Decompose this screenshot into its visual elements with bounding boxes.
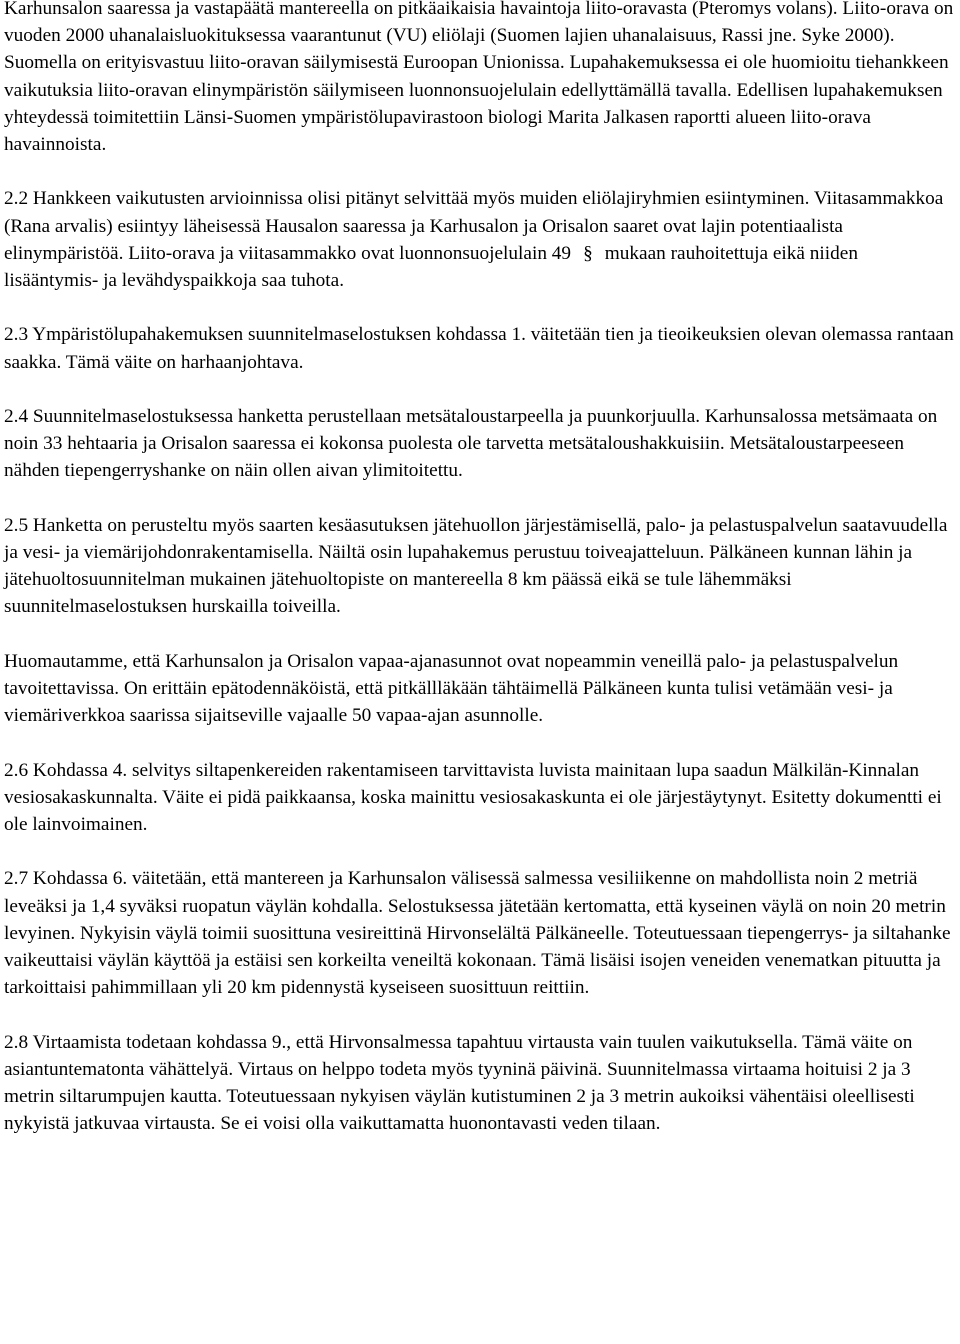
paragraph-huomautamme: Huomautamme, että Karhunsalon ja Orisalon vapaa-ajanasunnot ovat nopeammin veneillä palo- ja pelastuspalvelun tavoitettavissa. On erittäin epätodennäköistä, että pitkällläkään tähtäimellä Pälkäneen kunta tulisi vetämään vesi- ja viemäriverkkoa saarissa sijaitseville vajaalle 50 vapaa-ajan asunnolle. — [4, 650, 899, 727]
paragraph-section-2-5: 2.5 Hanketta on perusteltu myös saarten kesäasutuksen jätehuollon järjestämisellä, palo- ja pelastuspalvelun saatavuudella ja vesi- ja viemärijohdonrakentamisella. Näiltä osin lupahakemus perustuu toiveajatteluun. Pälkäneen kunnan lähin ja jätehuoltosuunnitelman mukainen jätehuoltopiste on mantereella 8 km päässä eikä se tule lähemmäksi suunnitelmaselostuksen hurskailla toiveilla. — [4, 514, 948, 618]
paragraph-section-2-2-text-before: 2.2 Hankkeen vaikutusten arvioinnissa olisi pitänyt selvittää myös muiden eliölajiryhmien esiintyminen. Viitasammakkoa (Rana arvalis) esiintyy läheisessä Hausalon saaressa ja Karhusalon ja Orisalon saaret ovat lajin potentiaalista elinympäristöä. Liito-orava ja viitasammakko ovat luonnonsuojelulain 49 — [4, 188, 944, 264]
paragraph-section-2-4: 2.4 Suunnitelmaselostuksessa hanketta perustellaan metsätaloustarpeella ja puunkorjuulla. Karhunsalossa metsämaata on noin 33 hehtaaria ja Orisalon saaressa ei kokonsa puolesta ole tarvetta metsätaloushakkuisiin. Metsätaloustarpeeseen nähden tiepengerryshanke on näin ollen aivan ylimitoitettu. — [4, 406, 938, 482]
paragraph-section-2-8: 2.8 Virtaamista todetaan kohdassa 9., että Hirvonsalmessa tapahtuu virtausta vain tuulen vaikutuksella. Tämä väite on asiantuntematonta vähättelyä. Virtaus on helppo todeta myös tyyninä päivinä. Suunnitelmassa virtaama hoituisi 2 ja 3 metrin siltarumpujen kautta. Toteutuessaan nykyisen väylän kutistuminen 2 ja 3 metrin aukoiksi vähentäisi oleellisesti nykyistä jatkuvaa virtausta. Se ei voisi olla vaikuttamatta huonontavasti veden tilaan. — [4, 1031, 915, 1135]
paragraph-section-2-7: 2.7 Kohdassa 6. väitetään, että mantereen ja Karhunsalon välisessä salmessa vesiliikenne on mahdollista noin 2 metriä leveäksi ja 1,4 syväksi ruopatun väylän kohdalla. Selostuksessa jätetään kertomatta, että kyseinen väylä on noin 20 metrin levyinen. Nykyisin väylä toimii suosittuna vesireittinä Hirvonselältä Pälkäneelle. Toteutuessaan tiepengerrys- ja siltahanke vaikeuttaisi väylän käyttöä ja estäisi sen korkeilta veneiltä kokonaan. Tämä lisäisi isojen veneiden venematkan pituutta ja tarkoittaisi pahimmillaan yli 20 km pidennystä kyseiseen suosittuun reittiin. — [4, 868, 951, 999]
section-symbol: § — [583, 242, 593, 264]
paragraph-section-2-3: 2.3 Ympäristölupahakemuksen suunnitelmaselostuksen kohdassa 1. väitetään tien ja tieoikeuksien olevan olemassa rantaan saakka. Tämä väite on harhaanjohtava. — [4, 324, 954, 373]
paragraph-intro-liito-orava: Karhunsalon saaressa ja vastapäätä mantereella on pitkäaikaisia havaintoja liito-oravasta (Pteromys volans). Liito-orava on vuoden 2000 uhanalaisluokituksessa vaarantunut (VU) eliölaji (Suomen lajien uhanalaisuus, Rassi jne. Syke 2000). Suomella on erityisvastuu liito-oravan säilymisestä Euroopan Unionissa. Lupahakemuksessa ei ole huomioitu tiehankkeen vaikutuksia liito-oravan elinympäristön säilymiseen luonnonsuojelulain edellyttämällä tavalla. Edellisen lupahakemuksen yhteydessä toimitettiin Länsi-Suomen ympäristölupavirastoon biologi Marita Jalkasen raportti alueen liito-orava havainnoista. — [4, 0, 954, 156]
paragraph-section-2-6: 2.6 Kohdassa 4. selvitys siltapenkereiden rakentamiseen tarvittavista luvista mainitaan lupa saadun Mälkilän-Kinnalan vesiosakaskunnalta. Väite ei pidä paikkaansa, koska mainittu vesiosakaskunta ei ole järjestäytynyt. Esitetty dokumentti ei ole lainvoimainen. — [4, 759, 942, 835]
paragraph-section-2-2 — [4, 185, 956, 294]
paragraph-section-2-2-text-after: mukaan rauhoitettuja eikä niiden lisääntymis- ja levähdyspaikkoja saa tuhota. — [4, 242, 858, 292]
